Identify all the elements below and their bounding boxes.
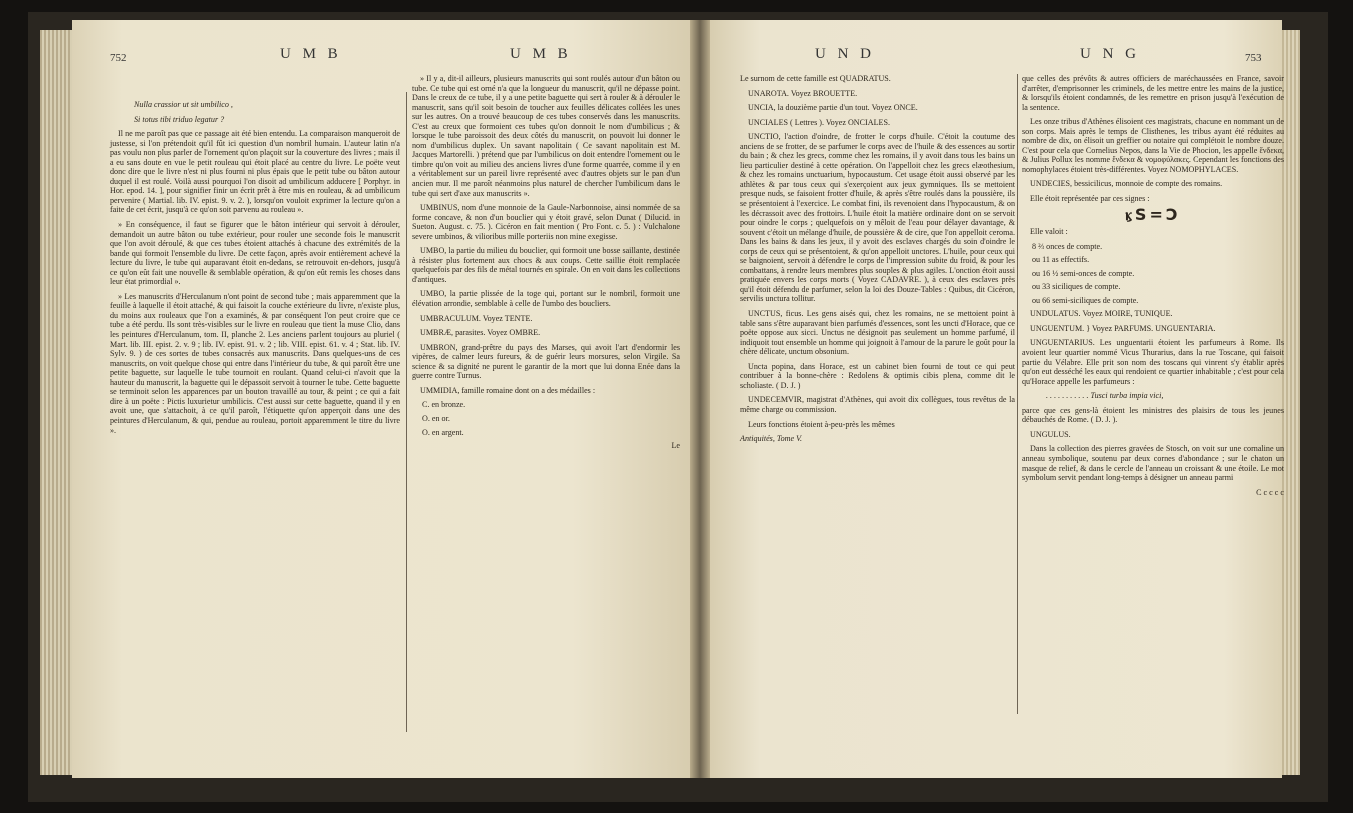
list-item: O. en argent. (422, 427, 464, 437)
entry-unarota: UNAROTA. Voyez BROUETTE. (748, 88, 858, 98)
entry-umbraculum: UMBRACULUM. Voyez TENTE. (420, 313, 533, 323)
right-column-1 (740, 74, 1015, 449)
left-page-number: 752 (110, 52, 127, 64)
left-page-edges (40, 30, 76, 775)
left-running-head-2: U M B (510, 46, 572, 62)
paragraph: » En conséquence, il faut se figurer que le bâton intérieur qui servoit à dérouler, demandoit un autre bâton ou tube extérieur, pour rouler une seconde fois le manuscrit que l'on avoit déroulé, & que ces tubes étoient attachés à chacune des extrémités de la bande qui formoit l'ensemble du livre. De cette façon, après avoir entièrement achevé la lecture du livre, le tube qui auparavant étoit en-dedans, se retrouvoit en-dehors, jusqu'à ce qu'on eût fait une nouvelle & semblable opération, & qu'on eût remis les choses dans leur état primordial ». (110, 220, 400, 287)
left-column-1 (110, 100, 400, 440)
verse-line: . . . . . . . . . . . Tusci turba impia vici, (1046, 391, 1164, 401)
signature-mark: C c c c c (1256, 487, 1284, 497)
paragraph: Dans la collection des pierres gravées de Stosch, on voit sur une cornaline un anneau symbolique, soutenu par deux cornes d'abondance ; sur le chaton un masque de relief, & dans le cercle de l'anneau un croissant & une étoile. Le mot symbolum servit pendant long-temps à désigner un anneau parmi (1022, 444, 1284, 483)
coin-signs: ⳤS=Ↄ (1125, 204, 1181, 224)
entry-unguentarius: UNGUENTARIUS. Les unguentarii étoient les parfumeurs à Rome. Ils avoient leur quartier nommé Vicus Thurarius, dans la rue Toscane, qui faisoit partie du Vélabre. Elle prit son nom des toscans qui vinrent s'y établir après qu'on eut desséché les eaux qui rendoient ce quartier inhabitable ; c'est pour cela qu'Horace appelle les parfumeurs : (1022, 338, 1284, 386)
entry-unciales: UNCIALES ( Lettres ). Voyez ONCIALES. (748, 117, 890, 127)
list-item: ou 16 ½ semi-onces de compte. (1032, 268, 1135, 278)
catchword: Le (671, 441, 680, 451)
right-running-head-right: U N G (1080, 46, 1140, 62)
paragraph: » Il y a, dit-il ailleurs, plusieurs manuscrits qui sont roulés autour d'un bâton ou tube. Ce tube qui est orné n'a que la longueur du manuscrit, qu'il ne dépasse point. Dans le creux de ce tube, il y a une petite baguette qui sert à rouler & à dérouler le manuscrit, sans qu'il soit besoin de toucher aux feuilles délicates collées les unes sur les autres. On a trouvé beaucoup de ces tubes conservés dans les manuscrits. C'est au creux que formoient ces tubes qu'on donnoit le nom d'umbilicus ; & lorsque le tube paroissoit des deux côtés du manuscrit, on pouvoit lui donner le nom d'umbilicus duplex. Un savant napolitain ( Ce savant napolitain est M. Jacques Martorelli. ) prétend que par l'umbilicus on doit entendre l'ornement ou le timbre qu'on voit au milieu des anciens livres d'une forme quarrée, comme il y en a véritablement sur un pareil livre représenté avec d'autres objets sur le pan d'un ancien mur. Il me paroît néanmoins plus naturel de chercher l'umbilicum dans le tube qui sert d'axe aux manuscrits ». (412, 74, 680, 198)
list-item: ou 33 siciliques de compte. (1032, 282, 1121, 292)
left-running-head-1: U M B (280, 46, 342, 62)
right-page-number: 753 (1245, 52, 1262, 64)
entry-umbrae: UMBRÆ, parasites. Voyez OMBRE. (420, 328, 541, 338)
paragraph: Elle étoit représentée par ces signes : (1030, 194, 1150, 204)
entry-uncta-popina: Uncta popina, dans Horace, est un cabinet bien fourni de tout ce qui peut contribuer à la bonne-chère : Redolens & optimis cibis plena, comme dit le scholiaste. ( D. J. ) (740, 361, 1015, 390)
list-item: O. en or. (422, 413, 450, 423)
entry-undulatus: UNDULATUS. Voyez MOIRE, TUNIQUE. (1030, 309, 1173, 319)
verse-line: Si totus tibi triduo legatur ? (134, 114, 225, 124)
entry-undecemvir: UNDECEMVIR, magistrat d'Athènes, qui avoit dix collègues, tous revêtus de la même charge ou commission. (740, 395, 1015, 414)
entry-ummidia: UMMIDIA, famille romaine dont on a des médailles : (420, 385, 596, 395)
value-list (1022, 242, 1284, 306)
paragraph: Le surnom de cette famille est QUADRATUS. (740, 74, 891, 83)
paragraph: que celles des prévôts & autres officiers de maréchaussées en France, savoir d'arrêter, d'emprisonner les criminels, de les mettre entre les mains de la justice, & lorsqu'ils étoient condamnés, de les remettre en prison jusqu'à l'exécution de la sentence. (1022, 74, 1284, 112)
right-column-rule (1017, 74, 1018, 714)
entry-unctus: UNCTUS, ficus. Les gens aisés qui, chez les romains, ne se mettoient point à table sans s'être auparavant bien parfumés d'essences, sont les uncti d'Horace, que ce poëte oppose aux sicci. Unctus ne désignoit pas seulement un homme parfumé, il indiquoit tout ensemble un homme qui joignoit à l'amour de la parure le goût pour la chère délicate, unctum obsonium. (740, 309, 1015, 357)
entry-umbinus: UMBINUS, nom d'une monnoie de la Gaule-Narbonnoise, ainsi nommée de sa forme concave, & non d'un bouclier qui y étoit gravé, selon Dunat ( Dilucid. in Sueton. August. c. 75. ). Cicéron en fait mention ( Pro Font. c. 5. ) : Vulchalone severe umbinos, & vilioribus mille porteriis non mine exegisse. (412, 203, 680, 241)
verse-line: Nulla crassior ut sit umbilico , (134, 100, 233, 109)
page-footer: Antiquités, Tome V. (740, 434, 803, 444)
right-running-head-left: U N D (815, 46, 875, 62)
right-column-2 (1022, 74, 1284, 502)
paragraph: Leurs fonctions étoient à-peu-près les mêmes (748, 419, 895, 429)
entry-unguentum: UNGUENTUM. } Voyez PARFUMS. UNGUENTARIA. (1030, 323, 1216, 333)
entry-umbo-toge: UMBO, la partie plissée de la toge qui, portant sur le nombril, formoit une élévation arrondie, semblable à celle de l'umbo des boucliers. (412, 289, 680, 309)
medal-list (412, 400, 680, 437)
entry-uncia: UNCIA, la douzième partie d'un tout. Voyez ONCE. (748, 103, 918, 113)
paragraph: Il ne me paroît pas que ce passage ait été bien entendu. La comparaison manqueroit de justesse, si l'on prétendoit qu'il fût ici question d'un nombril humain. L'auteur latin n'a pas voulu non plus parler de l'ornement qu'on plaçoit sur la couverture des livres ; mais il a eu sans doute en vue le petit rouleau qui étoit placé au centre du livre. Le poëte veut donc dire que le livre n'est ni plus fourni ni plus épais que le petit tube ou bâton autour duquel il est roulé. Voilà aussi pourquoi l'on disoit ad umbilicum adducere [ Porphyr. in Hor. epod. 14. ], pour signifier finir un écrit prêt à être mis en rouleau, & ad umbilicum pervenire ( Martial. lib. IV. epist. 9. v. 2. ), lorsqu'on vouloit exprimer la lecture qu'on a faite de cet écrit, jusqu'à ce qu'on soit parvenu au rouleau ». (110, 129, 400, 215)
book-gutter (690, 20, 710, 778)
paragraph: Elle valoit : (1030, 227, 1068, 237)
entry-unctio: UNCTIO, l'action d'oindre, de frotter le corps d'huile. C'étoit la coutume des anciens de se frotter, de se parfumer le corps avec de l'huile & des essences au sortir du bain ; & chez les grecs, comme chez les romains, il y avoit dans tous les bains un lieu particulier destiné à cette opération. On l'appelloit chez les grecs elæothesium, & chez les romains unctuarium, hypocaustum. Cet usage étoit aussi observé par les athlètes & par tous ceux qui s'exerçoient aux jeux gymniques. Ils se mettoient presque nuds, se faisoient frotter d'huile, & après s'être roulés dans la poussière, ils se présentoient à l'exercice. Le combat fini, ils revenoient dans l'hypocaustum, & on les décrassoit avec des frottoirs. L'huile étoit la matière ordinaire dont on se servoit pour oindre le corps ; quelquefois on y mêloit de l'eau pour délayer davantage, & souvent c'étoit un mélange d'huile, de poussière & de cire, que l'on appelloit ceroma. Dans les bains & dans les jeux, il y avoit des esclaves chargés du soin d'oindre le corps de ceux qui se présentoient, & qu'on appelloit unctores. L'huile, pour ceux qui se baignoient, servoit à défendre le corps de l'impression subite du froid, & pour les combattans, à rendre leurs membres plus souples & plus agiles. L'onction étoit aussi pratiquée envers les corps morts ( Voyez CADAVRE. ), à ceux des esclaves près qu'il étoit défendu de parfumer, selon la loi des Douze-Tables : Quibus, dit Cicéron, servilis unctura tollitur. (740, 132, 1015, 304)
list-item: ou 66 semi-siciliques de compte. (1032, 295, 1139, 305)
left-column-rule (406, 92, 407, 732)
list-item: 8 ⅔ onces de compte. (1032, 241, 1103, 251)
list-item: ou 11 as effectifs. (1032, 255, 1090, 265)
paragraph: » Les manuscrits d'Herculanum n'ont point de second tube ; mais apparemment que la feuille à laquelle il étoit attaché, & qui faisoit la couche extérieure du livre, n'existe plus, du moins aux rouleaux que l'on a examinés, & par conséquent l'on peut croire que ce tube a été perdu. Ils sont très-visibles sur le livre en rouleau que tient la muse Clio, dans les peintures d'Herculanum, tom. II, planche 2. Les anciens parlent toujours au pluriel ( Mart. lib. III. epist. 2. v. 9 ; lib. IV. epist. 91. v. 2 ; lib. VIII. epist. 61. v. 4 ; Stat. lib. IV. Sylv. 9. ) de ces sortes de tubes consacrés aux manuscrits. Dans quelques-uns de ces manuscrits, on voit quelque chose qui entre dans l'intérieur du tube, & qui paroît être une petite baguette, sur laquelle le tube tournoit en roulant. Quand celui-ci n'avoit que la hauteur du manuscrit, la baguette qui le dépassoit servoit à tourner le tube. Cette baguette se terminoit selon les apparences par un bouton travaillé au tour, & peint ; ce qui a fait dire à un poëte : Pictis luxurietur umbilicis. C'est aussi sur cette baguette, quand il y en avoit une, que s'attachoit, à ce qu'il paroît, l'étiquette qu'on apperçoit dans une des peintures d'Herculanum, & qui, pendue au rouleau, portoit apparemment le titre du livre ». (110, 291, 400, 435)
entry-ungulus: UNGULUS. (1030, 429, 1071, 439)
left-column-2 (412, 74, 680, 456)
entry-umbo: UMBO, la partie du milieu du bouclier, qui formoit une bosse saillante, destinée à résister plus fortement aux chocs & aux coups. Cette saillie étoit remplacée quelquefois par des fils de métal tournés en spirale. On en voit dans les collections d'antiques. (412, 246, 680, 284)
list-item: C. en bronze. (422, 400, 466, 410)
entry-umbron: UMBRON, grand-prêtre du pays des Marses, qui avoit l'art d'endormir les vipères, de calmer leurs fureurs, & de guérir leurs morsures, selon Virgile. Sa science & sa dignité ne purent le garantir de la mort que lui donna Enée dans la guerre contre Turnus. (412, 342, 680, 381)
paragraph: parce que ces gens-là étoient les ministres des plaisirs de tous les jeunes débauchés de Rome. ( D. J. ). (1022, 405, 1284, 425)
entry-undecies: UNDECIES, bessicilicus, monnoie de compte des romains. (1030, 179, 1223, 189)
paragraph: Les onze tribus d'Athènes élisoient ces magistrats, chacune en nommant un de son corps. Mais après le temps de Clisthenes, les tribus ayant été réduites au nombre de dix, on élisoit un greffier ou notaire qui complétoit le nombre douze. C'est pour cela que Cornelius Nepos, dans la Vie de Phocion, les appelle ἕνδεκα, & Julius Pollux les nomme ἕνδεκα & νομοφύλακες. Cependant les fonctions des nomophylaces étoient très-différentes. Voyez NOMOPHYLACES. (1022, 117, 1284, 174)
